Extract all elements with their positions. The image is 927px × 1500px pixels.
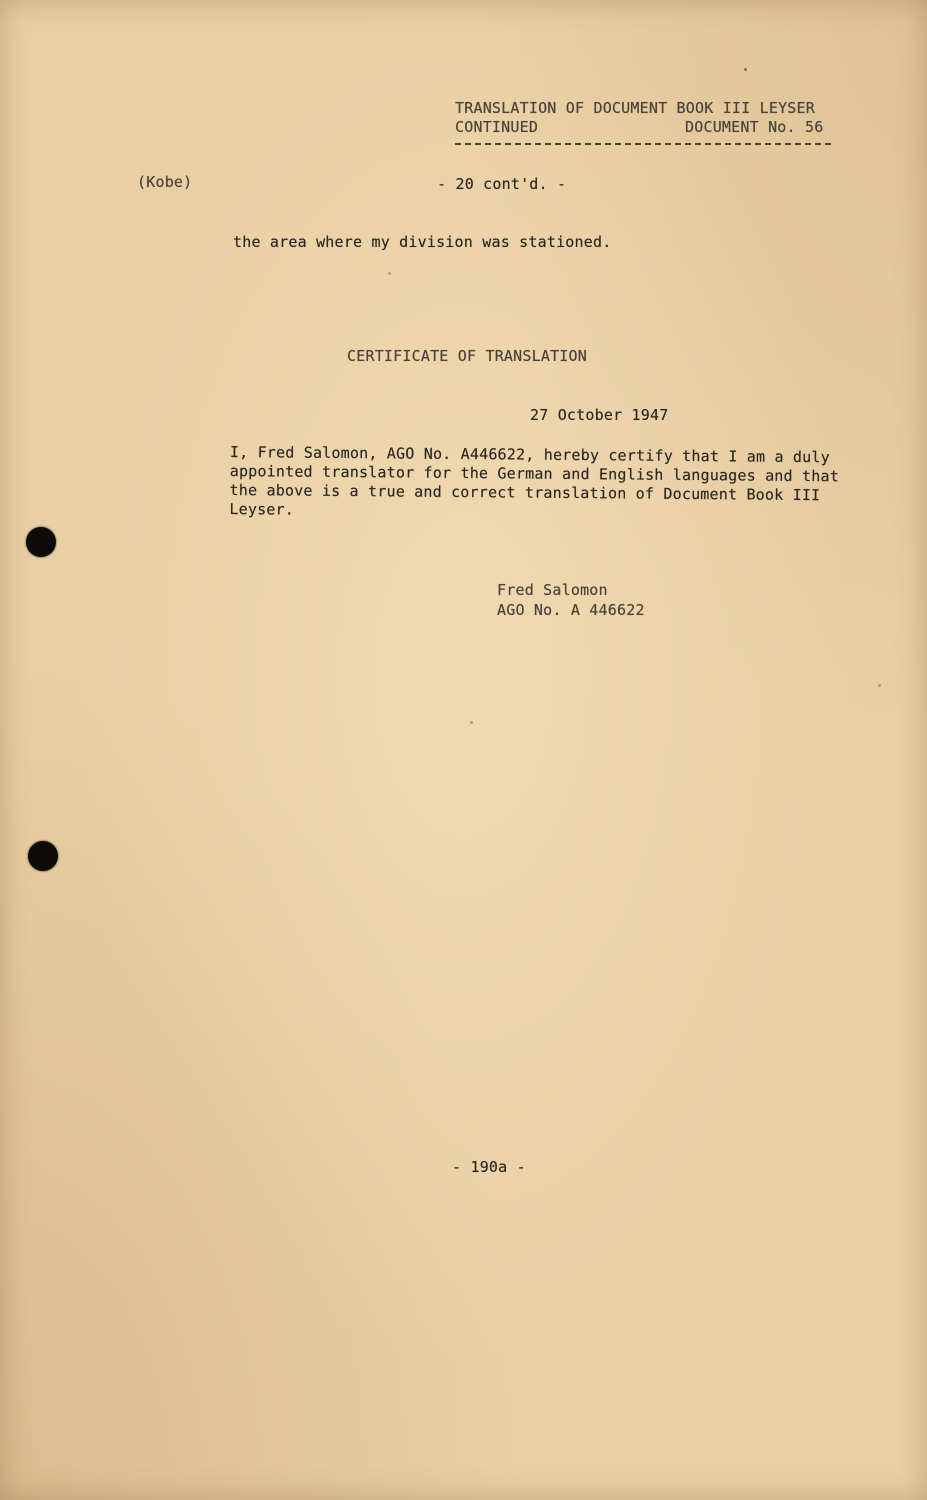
- signature-name: Fred Salomon: [497, 581, 608, 599]
- header-document-number: DOCUMENT No. 56: [685, 118, 824, 136]
- page-number: - 190a -: [452, 1158, 526, 1176]
- certificate-title: CERTIFICATE OF TRANSLATION: [347, 347, 587, 365]
- signature-ago-number: AGO No. A 446622: [497, 601, 645, 619]
- certificate-date: 27 October 1947: [530, 406, 669, 424]
- paper-speck: [388, 272, 391, 275]
- header-continued: CONTINUED: [455, 118, 539, 136]
- header-title: TRANSLATION OF DOCUMENT BOOK III LEYSER: [455, 99, 815, 117]
- punch-hole-top: [26, 527, 56, 557]
- punch-hole-bottom: [28, 841, 58, 871]
- paper-speck: [878, 684, 881, 687]
- paper-speck: [744, 68, 747, 71]
- paper-speck: [470, 721, 473, 724]
- page-continued-marker: - 20 cont'd. -: [437, 175, 567, 193]
- continued-paragraph: the area where my division was stationed.: [233, 233, 612, 251]
- header-divider: [455, 143, 831, 145]
- margin-note: (Kobe): [137, 173, 193, 191]
- certificate-body: I, Fred Salomon, AGO No. A446622, hereby certify that I am a duly appointed translator for the German and English languages and that the above is a true and correct translation of Document Book III Leyser.: [229, 443, 840, 519]
